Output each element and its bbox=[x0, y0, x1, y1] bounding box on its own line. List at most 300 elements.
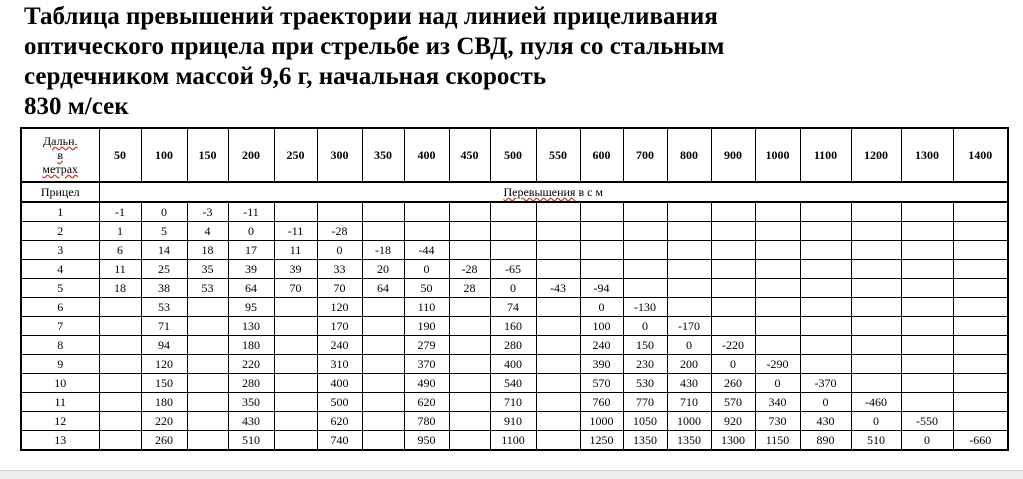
excess-cell: 53 bbox=[141, 298, 187, 317]
excess-cell bbox=[99, 412, 141, 431]
scope-label: Прицел bbox=[21, 182, 99, 202]
distance-header-cell: 50 bbox=[99, 128, 141, 182]
excess-cell: 1150 bbox=[755, 431, 800, 451]
excess-cell bbox=[449, 222, 490, 241]
excess-cell: 279 bbox=[404, 336, 449, 355]
excess-cell: 370 bbox=[404, 355, 449, 374]
distance-header-cell: 900 bbox=[711, 128, 755, 182]
excess-cell bbox=[536, 317, 580, 336]
excess-cell bbox=[449, 298, 490, 317]
excess-cell: 130 bbox=[228, 317, 274, 336]
excess-cell bbox=[851, 222, 901, 241]
excess-cell: -370 bbox=[800, 374, 851, 393]
sight-cell: 2 bbox=[21, 222, 99, 241]
excess-cell bbox=[274, 298, 317, 317]
excess-cell: 20 bbox=[362, 260, 404, 279]
excess-cell: 17 bbox=[228, 241, 274, 260]
excess-cell bbox=[536, 222, 580, 241]
excess-cell bbox=[851, 336, 901, 355]
excess-cell: 160 bbox=[490, 317, 536, 336]
excess-cell: 510 bbox=[228, 431, 274, 451]
excess-cell: 120 bbox=[317, 298, 362, 317]
excess-cell: 620 bbox=[317, 412, 362, 431]
excess-cell: 740 bbox=[317, 431, 362, 451]
excess-cell: -170 bbox=[667, 317, 711, 336]
excess-cell bbox=[99, 336, 141, 355]
excess-cell bbox=[449, 393, 490, 412]
excess-cell bbox=[362, 222, 404, 241]
excess-cell bbox=[580, 241, 623, 260]
excess-cell: 340 bbox=[755, 393, 800, 412]
excess-cell bbox=[851, 298, 901, 317]
excess-cell bbox=[755, 317, 800, 336]
excess-cell: 280 bbox=[228, 374, 274, 393]
distance-header-cell: 100 bbox=[141, 128, 187, 182]
table-row bbox=[21, 336, 1008, 355]
excess-cell bbox=[901, 241, 953, 260]
trajectory-table bbox=[20, 127, 1009, 451]
excess-cell bbox=[536, 431, 580, 451]
excess-cell bbox=[953, 222, 1008, 241]
excess-cell: -660 bbox=[953, 431, 1008, 451]
excess-cell: 0 bbox=[755, 374, 800, 393]
excess-cell bbox=[99, 317, 141, 336]
excess-cell: 190 bbox=[404, 317, 449, 336]
excess-cell: 4 bbox=[187, 222, 228, 241]
excess-cell bbox=[449, 336, 490, 355]
excess-cell: 950 bbox=[404, 431, 449, 451]
excess-cell bbox=[536, 412, 580, 431]
excess-cell bbox=[536, 202, 580, 222]
excess-cell: 430 bbox=[228, 412, 274, 431]
excess-cell: 230 bbox=[623, 355, 667, 374]
excess-cell bbox=[274, 202, 317, 222]
excess-cell bbox=[99, 374, 141, 393]
excess-cell bbox=[953, 393, 1008, 412]
excess-cell: 0 bbox=[228, 222, 274, 241]
excess-cell bbox=[274, 317, 317, 336]
excess-cell bbox=[755, 222, 800, 241]
excess-cell: 1100 bbox=[490, 431, 536, 451]
title-line-1: Таблица превышений траектории над линией прицеливания bbox=[24, 3, 718, 30]
excess-cell: -94 bbox=[580, 279, 623, 298]
excess-cell bbox=[851, 260, 901, 279]
excess-cell bbox=[953, 241, 1008, 260]
excess-cell bbox=[711, 317, 755, 336]
excess-cell: -1 bbox=[99, 202, 141, 222]
corner-line: метрах bbox=[42, 162, 79, 176]
table-row bbox=[21, 355, 1008, 374]
excess-cell: 530 bbox=[623, 374, 667, 393]
table-row bbox=[21, 431, 1008, 451]
distance-header-cell: 1300 bbox=[901, 128, 953, 182]
excess-cell bbox=[536, 241, 580, 260]
title-line-4: 830 м/сек bbox=[24, 93, 129, 120]
excess-cell bbox=[580, 202, 623, 222]
excess-cell: 890 bbox=[800, 431, 851, 451]
excess-cell bbox=[755, 241, 800, 260]
excess-cell bbox=[404, 222, 449, 241]
excess-cell bbox=[667, 279, 711, 298]
excess-cell: 0 bbox=[667, 336, 711, 355]
excess-cell bbox=[901, 279, 953, 298]
excess-cell bbox=[901, 298, 953, 317]
excess-cell: 120 bbox=[141, 355, 187, 374]
excess-cell bbox=[953, 298, 1008, 317]
excess-cell bbox=[449, 431, 490, 451]
excess-cell: 11 bbox=[99, 260, 141, 279]
sight-cell: 13 bbox=[21, 431, 99, 451]
excess-cell bbox=[274, 374, 317, 393]
table-row bbox=[21, 317, 1008, 336]
excess-cell bbox=[362, 202, 404, 222]
excess-cell: 220 bbox=[228, 355, 274, 374]
title-line-2: оптического прицела при стрельбе из СВД, пуля со стальным bbox=[24, 33, 725, 60]
excess-cell bbox=[800, 241, 851, 260]
range-corner-cell bbox=[21, 128, 99, 182]
excess-cell: 260 bbox=[141, 431, 187, 451]
excess-cell: -44 bbox=[404, 241, 449, 260]
excess-cell bbox=[623, 241, 667, 260]
excess-cell: 180 bbox=[141, 393, 187, 412]
excess-cell: 1350 bbox=[667, 431, 711, 451]
excess-cell: -28 bbox=[317, 222, 362, 241]
excess-cell bbox=[187, 393, 228, 412]
excess-cell bbox=[901, 260, 953, 279]
excess-cell: 490 bbox=[404, 374, 449, 393]
excess-cell: -65 bbox=[490, 260, 536, 279]
excess-cell: 1250 bbox=[580, 431, 623, 451]
excess-cell bbox=[362, 374, 404, 393]
distance-header-cell: 1400 bbox=[953, 128, 1008, 182]
excess-cell: 11 bbox=[274, 241, 317, 260]
table-row bbox=[21, 279, 1008, 298]
excess-cell bbox=[711, 241, 755, 260]
excess-cell: 200 bbox=[667, 355, 711, 374]
excess-cell bbox=[536, 393, 580, 412]
excess-cell: 0 bbox=[901, 431, 953, 451]
excess-cell bbox=[623, 222, 667, 241]
excess-cell: 5 bbox=[141, 222, 187, 241]
excess-cell: -220 bbox=[711, 336, 755, 355]
excess-cell: 510 bbox=[851, 431, 901, 451]
excess-cell: 170 bbox=[317, 317, 362, 336]
excess-cell bbox=[901, 202, 953, 222]
excess-cell: 350 bbox=[228, 393, 274, 412]
excess-cell bbox=[953, 355, 1008, 374]
excess-cell bbox=[536, 298, 580, 317]
excess-cell: 260 bbox=[711, 374, 755, 393]
excess-cell: 710 bbox=[490, 393, 536, 412]
excess-cell bbox=[490, 202, 536, 222]
excess-cell bbox=[99, 431, 141, 451]
excess-cell: 53 bbox=[187, 279, 228, 298]
excess-cell: 25 bbox=[141, 260, 187, 279]
excess-cell: 430 bbox=[800, 412, 851, 431]
excess-cell: 74 bbox=[490, 298, 536, 317]
excess-cell: 35 bbox=[187, 260, 228, 279]
sight-cell: 6 bbox=[21, 298, 99, 317]
excess-cell bbox=[490, 222, 536, 241]
excess-cell bbox=[274, 412, 317, 431]
excess-cell bbox=[99, 355, 141, 374]
excess-cell: 310 bbox=[317, 355, 362, 374]
excess-cell bbox=[187, 336, 228, 355]
excess-cell bbox=[449, 374, 490, 393]
excess-cell bbox=[274, 431, 317, 451]
excess-cell bbox=[953, 412, 1008, 431]
excess-cell: 570 bbox=[580, 374, 623, 393]
excess-cell bbox=[580, 260, 623, 279]
excess-cell bbox=[449, 355, 490, 374]
excess-cell bbox=[851, 241, 901, 260]
excess-cell bbox=[536, 374, 580, 393]
distance-header-cell: 250 bbox=[274, 128, 317, 182]
excess-cell bbox=[953, 260, 1008, 279]
excess-cell: -28 bbox=[449, 260, 490, 279]
excess-cell bbox=[187, 317, 228, 336]
excess-cell: 39 bbox=[228, 260, 274, 279]
excess-cell bbox=[362, 393, 404, 412]
excess-cell bbox=[187, 412, 228, 431]
excess-cell bbox=[901, 355, 953, 374]
table-row bbox=[21, 298, 1008, 317]
excess-cell: 500 bbox=[317, 393, 362, 412]
excess-cell bbox=[755, 336, 800, 355]
excess-cell bbox=[953, 336, 1008, 355]
excess-cell bbox=[953, 374, 1008, 393]
excess-cell: 710 bbox=[667, 393, 711, 412]
excess-cell bbox=[755, 260, 800, 279]
excess-cell: 0 bbox=[317, 241, 362, 260]
sight-cell: 7 bbox=[21, 317, 99, 336]
excess-cell: 910 bbox=[490, 412, 536, 431]
excess-cell: 770 bbox=[623, 393, 667, 412]
excess-label bbox=[99, 182, 1008, 202]
excess-cell: 1000 bbox=[667, 412, 711, 431]
excess-cell: 1300 bbox=[711, 431, 755, 451]
excess-cell: 50 bbox=[404, 279, 449, 298]
distance-header-cell: 600 bbox=[580, 128, 623, 182]
excess-cell: 430 bbox=[667, 374, 711, 393]
excess-cell: 0 bbox=[711, 355, 755, 374]
excess-cell: 0 bbox=[580, 298, 623, 317]
excess-cell: -550 bbox=[901, 412, 953, 431]
sight-cell: 4 bbox=[21, 260, 99, 279]
table-row bbox=[21, 260, 1008, 279]
excess-cell bbox=[362, 412, 404, 431]
excess-label-main: Перевышения bbox=[503, 185, 576, 199]
excess-cell bbox=[187, 374, 228, 393]
excess-cell: 33 bbox=[317, 260, 362, 279]
excess-cell bbox=[274, 336, 317, 355]
table-row bbox=[21, 222, 1008, 241]
excess-cell bbox=[901, 222, 953, 241]
excess-cell bbox=[362, 431, 404, 451]
excess-cell bbox=[755, 202, 800, 222]
distance-header-cell: 350 bbox=[362, 128, 404, 182]
excess-cell: -18 bbox=[362, 241, 404, 260]
excess-cell bbox=[449, 202, 490, 222]
excess-cell bbox=[851, 374, 901, 393]
excess-cell bbox=[449, 241, 490, 260]
excess-cell bbox=[667, 241, 711, 260]
distance-header-cell: 200 bbox=[228, 128, 274, 182]
excess-cell: -43 bbox=[536, 279, 580, 298]
excess-cell bbox=[490, 241, 536, 260]
excess-cell bbox=[755, 279, 800, 298]
excess-cell: 280 bbox=[490, 336, 536, 355]
excess-cell: 1 bbox=[99, 222, 141, 241]
excess-cell bbox=[851, 202, 901, 222]
excess-cell: 540 bbox=[490, 374, 536, 393]
excess-cell bbox=[800, 202, 851, 222]
excess-cell: 64 bbox=[362, 279, 404, 298]
distance-header-cell: 400 bbox=[404, 128, 449, 182]
page-title bbox=[24, 2, 1014, 122]
excess-cell: -11 bbox=[228, 202, 274, 222]
excess-cell bbox=[711, 298, 755, 317]
excess-label-rest: в с м bbox=[575, 185, 604, 199]
excess-cell bbox=[362, 317, 404, 336]
excess-cell bbox=[536, 355, 580, 374]
excess-cell: 780 bbox=[404, 412, 449, 431]
excess-cell bbox=[623, 202, 667, 222]
excess-cell: 1000 bbox=[580, 412, 623, 431]
excess-cell bbox=[711, 279, 755, 298]
excess-cell bbox=[274, 393, 317, 412]
excess-cell: 570 bbox=[711, 393, 755, 412]
sight-cell: 5 bbox=[21, 279, 99, 298]
excess-cell: 0 bbox=[141, 202, 187, 222]
distance-header-cell: 1000 bbox=[755, 128, 800, 182]
distance-header-cell: 1100 bbox=[800, 128, 851, 182]
excess-cell bbox=[953, 317, 1008, 336]
sight-cell: 1 bbox=[21, 202, 99, 222]
excess-cell bbox=[274, 355, 317, 374]
excess-cell bbox=[187, 298, 228, 317]
sight-cell: 8 bbox=[21, 336, 99, 355]
distance-header-cell: 500 bbox=[490, 128, 536, 182]
excess-cell bbox=[667, 298, 711, 317]
excess-cell: 760 bbox=[580, 393, 623, 412]
excess-cell bbox=[711, 222, 755, 241]
distance-header-row bbox=[21, 128, 1008, 182]
excess-cell bbox=[800, 279, 851, 298]
excess-cell: 64 bbox=[228, 279, 274, 298]
excess-cell: 150 bbox=[141, 374, 187, 393]
excess-cell: 28 bbox=[449, 279, 490, 298]
excess-cell: 240 bbox=[317, 336, 362, 355]
excess-cell bbox=[667, 202, 711, 222]
distance-header-cell: 800 bbox=[667, 128, 711, 182]
excess-cell bbox=[755, 298, 800, 317]
distance-header-cell: 1200 bbox=[851, 128, 901, 182]
excess-cell: 150 bbox=[623, 336, 667, 355]
excess-cell: 14 bbox=[141, 241, 187, 260]
excess-cell bbox=[953, 279, 1008, 298]
excess-cell: 110 bbox=[404, 298, 449, 317]
distance-header-cell: 550 bbox=[536, 128, 580, 182]
corner-line: Дальн. bbox=[43, 134, 78, 148]
excess-cell bbox=[901, 317, 953, 336]
table-row bbox=[21, 202, 1008, 222]
excess-cell: 390 bbox=[580, 355, 623, 374]
distance-header-cell: 150 bbox=[187, 128, 228, 182]
excess-cell: -3 bbox=[187, 202, 228, 222]
excess-cell bbox=[800, 355, 851, 374]
excess-cell: 0 bbox=[851, 412, 901, 431]
title-line-3: сердечником массой 9,6 г, начальная скорость bbox=[24, 63, 547, 90]
excess-cell: 100 bbox=[580, 317, 623, 336]
excess-cell bbox=[901, 393, 953, 412]
excess-cell: -290 bbox=[755, 355, 800, 374]
excess-cell: 70 bbox=[317, 279, 362, 298]
excess-cell bbox=[800, 260, 851, 279]
table-row bbox=[21, 412, 1008, 431]
excess-cell bbox=[711, 260, 755, 279]
excess-cell bbox=[851, 355, 901, 374]
excess-cell: 70 bbox=[274, 279, 317, 298]
excess-cell: 180 bbox=[228, 336, 274, 355]
excess-cell: -130 bbox=[623, 298, 667, 317]
excess-cell bbox=[362, 298, 404, 317]
excess-cell bbox=[851, 279, 901, 298]
excess-cell bbox=[99, 393, 141, 412]
excess-cell: 38 bbox=[141, 279, 187, 298]
table-row bbox=[21, 241, 1008, 260]
excess-cell bbox=[800, 336, 851, 355]
excess-cell: 18 bbox=[99, 279, 141, 298]
excess-cell bbox=[623, 279, 667, 298]
excess-cell: 6 bbox=[99, 241, 141, 260]
excess-cell bbox=[711, 202, 755, 222]
excess-cell bbox=[187, 355, 228, 374]
excess-cell bbox=[667, 260, 711, 279]
excess-cell bbox=[623, 260, 667, 279]
sight-cell: 12 bbox=[21, 412, 99, 431]
excess-cell bbox=[449, 412, 490, 431]
corner-line: в bbox=[57, 148, 64, 162]
excess-cell: 0 bbox=[623, 317, 667, 336]
sight-cell: 3 bbox=[21, 241, 99, 260]
excess-cell: -11 bbox=[274, 222, 317, 241]
excess-cell: -460 bbox=[851, 393, 901, 412]
excess-cell bbox=[536, 260, 580, 279]
sight-cell: 10 bbox=[21, 374, 99, 393]
excess-cell: 240 bbox=[580, 336, 623, 355]
excess-cell bbox=[404, 202, 449, 222]
excess-cell bbox=[800, 317, 851, 336]
excess-cell: 0 bbox=[490, 279, 536, 298]
excess-cell: 730 bbox=[755, 412, 800, 431]
label-row bbox=[21, 182, 1008, 202]
excess-cell bbox=[580, 222, 623, 241]
excess-cell: 0 bbox=[404, 260, 449, 279]
excess-cell: 400 bbox=[317, 374, 362, 393]
excess-cell: 620 bbox=[404, 393, 449, 412]
excess-cell: 220 bbox=[141, 412, 187, 431]
excess-cell: 39 bbox=[274, 260, 317, 279]
excess-cell bbox=[667, 222, 711, 241]
distance-header-cell: 300 bbox=[317, 128, 362, 182]
excess-cell: 1050 bbox=[623, 412, 667, 431]
excess-cell: 0 bbox=[800, 393, 851, 412]
table-row bbox=[21, 393, 1008, 412]
excess-cell: 95 bbox=[228, 298, 274, 317]
excess-cell bbox=[362, 336, 404, 355]
excess-cell bbox=[362, 355, 404, 374]
